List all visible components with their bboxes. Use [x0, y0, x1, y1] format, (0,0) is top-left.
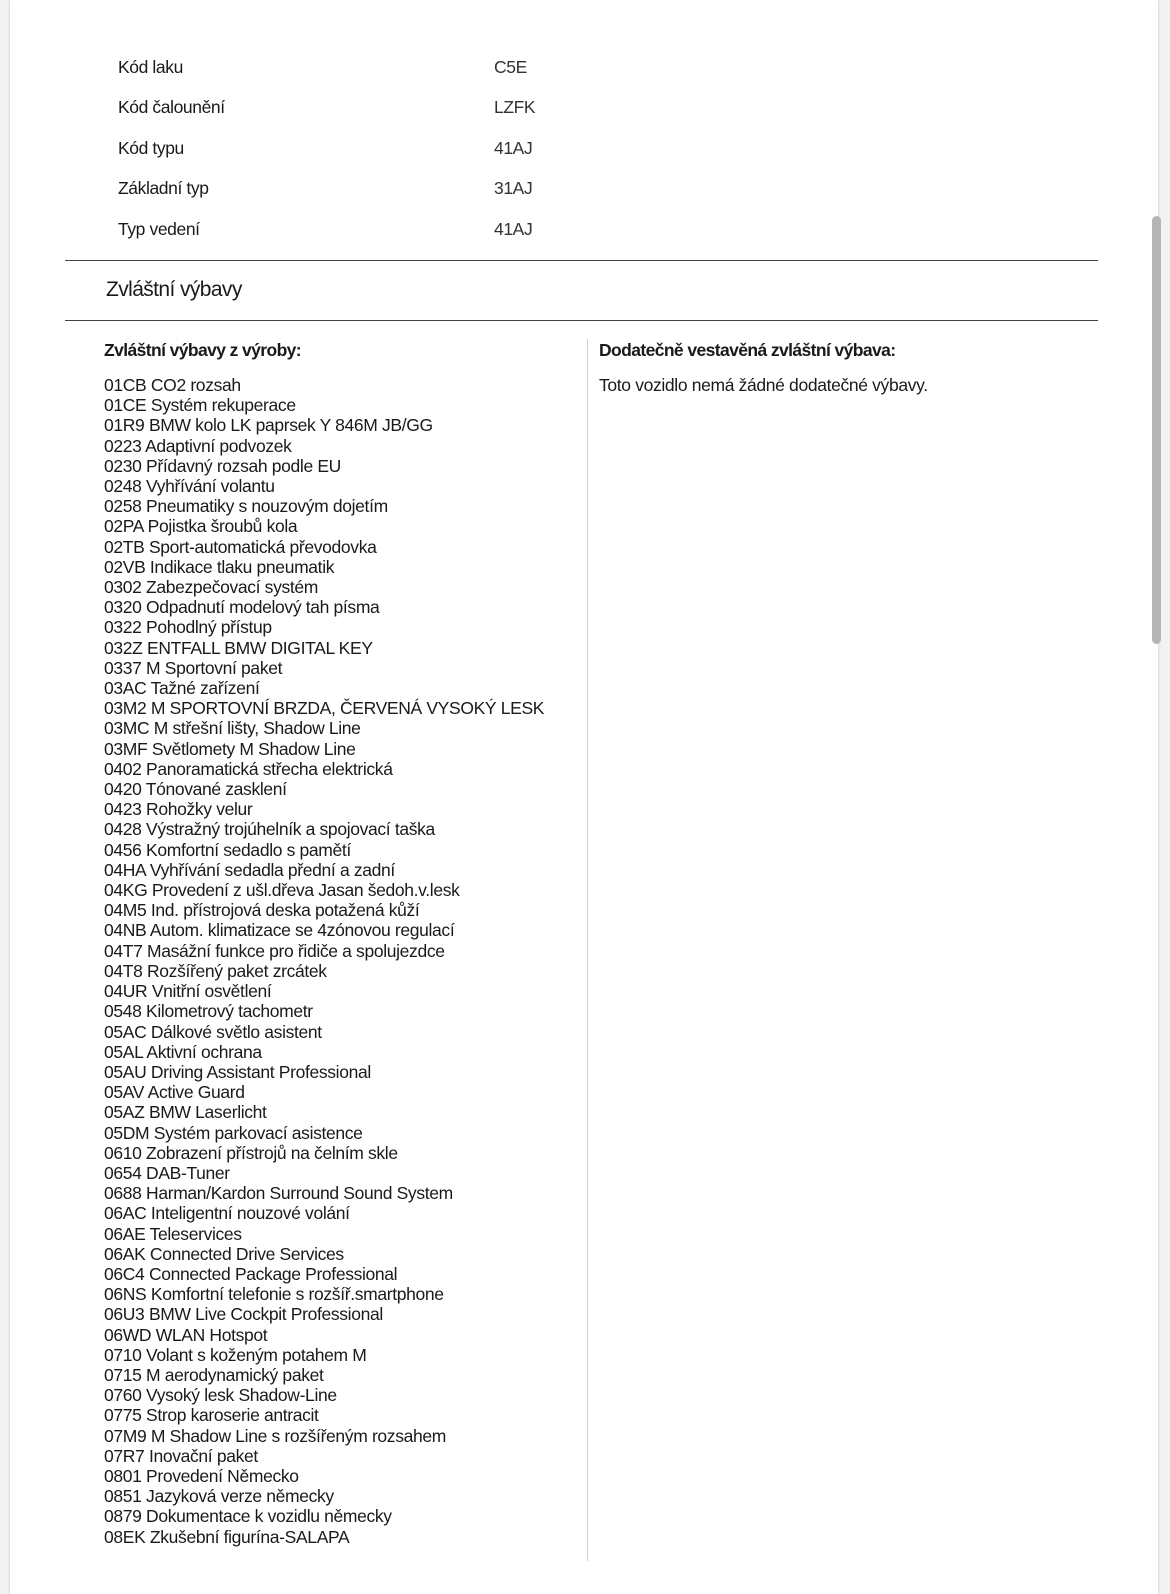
factory-options-column: [104, 340, 584, 1547]
vehicle-codes-table: [118, 47, 678, 250]
factory-option-item: 05AZ BMW Laserlicht: [104, 1102, 267, 1123]
factory-option-item: 06WD WLAN Hotspot: [104, 1324, 268, 1345]
factory-options-heading: Zvláštní výbavy z výroby:: [104, 340, 302, 360]
factory-option-item: 06AK Connected Drive Services: [104, 1243, 344, 1264]
factory-option-item: 0610 Zobrazení přístrojů na čelním skle: [104, 1142, 398, 1163]
factory-option-item: 0654 DAB-Tuner: [104, 1162, 230, 1183]
factory-option-item: 0258 Pneumatiky s nouzovým dojetím: [104, 496, 388, 517]
factory-option-item: 05AL Aktivní ochrana: [104, 1041, 262, 1062]
factory-option-item: 05AU Driving Assistant Professional: [104, 1061, 371, 1082]
factory-option-item: 0428 Výstražný trojúhelník a spojovací taška: [104, 819, 435, 840]
factory-option-item: 0337 M Sportovní paket: [104, 657, 283, 678]
factory-option-item: 06U3 BMW Live Cockpit Professional: [104, 1304, 383, 1325]
factory-option-item: 03M2 M SPORTOVNÍ BRZDA, ČERVENÁ VYSOKÝ LESK: [104, 698, 545, 719]
factory-option-item: 05AC Dálkové světlo asistent: [104, 1021, 322, 1042]
factory-option-item: 0320 Odpadnutí modelový tah písma: [104, 597, 380, 618]
factory-option-item: 0548 Kilometrový tachometr: [104, 1001, 313, 1022]
factory-option-item: 0423 Rohožky velur: [104, 799, 253, 820]
factory-option-item: 01CB CO2 rozsah: [104, 375, 241, 395]
factory-option-item: 0230 Přídavný rozsah podle EU: [104, 455, 341, 476]
factory-option-item: 032Z ENTFALL BMW DIGITAL KEY: [104, 637, 373, 658]
factory-option-item: 0402 Panoramatická střecha elektrická: [104, 758, 393, 779]
factory-option-item: 0456 Komfortní sedadlo s pamětí: [104, 839, 351, 860]
factory-option-item: 0710 Volant s koženým potahem M: [104, 1344, 367, 1365]
factory-option-item: 0760 Vysoký lesk Shadow-Line: [104, 1385, 337, 1406]
factory-option-item: 04T7 Masážní funkce pro řidiče a spolujezdce: [104, 940, 445, 961]
factory-option-item: 0248 Vyhřívání volantu: [104, 476, 275, 497]
vehicle-code-label: Kód laku: [118, 56, 183, 77]
retrofit-options-note: Toto vozidlo nemá žádné dodatečné výbavy.: [599, 375, 928, 395]
factory-option-item: 02TB Sport-automatická převodovka: [104, 536, 377, 557]
vehicle-code-value: C5E: [494, 56, 527, 77]
factory-option-item: 06AC Inteligentní nouzové volání: [104, 1203, 350, 1224]
factory-option-item: 01CE Systém rekuperace: [104, 395, 296, 416]
factory-option-item: 03MF Světlomety M Shadow Line: [104, 738, 356, 759]
vehicle-code-value: 41AJ: [494, 137, 533, 158]
vehicle-code-row: [118, 169, 678, 210]
factory-option-item: 02VB Indikace tlaku pneumatik: [104, 556, 335, 577]
factory-option-item: 07R7 Inovační paket: [104, 1445, 258, 1466]
factory-option-item: 04KG Provedení z ušl.dřeva Jasan šedoh.v.lesk: [104, 880, 460, 901]
factory-option-item: 0801 Provedení Německo: [104, 1465, 299, 1486]
vehicle-code-row: [118, 88, 678, 129]
factory-option-item: 0322 Pohodlný přístup: [104, 617, 272, 638]
section-title: Zvláštní výbavy: [106, 278, 242, 301]
retrofit-options-heading: Dodatečně vestavěná zvláštní výbava:: [599, 340, 896, 360]
factory-option-item: 08EK Zkušební figurína-SALAPA: [104, 1526, 350, 1547]
factory-option-item: 06AE Teleservices: [104, 1223, 242, 1244]
factory-option-item: 06C4 Connected Package Professional: [104, 1263, 398, 1284]
factory-option-item: 04UR Vnitřní osvětlení: [104, 981, 272, 1002]
factory-option-item: 06NS Komfortní telefonie s rozšíř.smartphone: [104, 1284, 444, 1305]
divider: [65, 260, 1098, 261]
factory-option-item: 04HA Vyhřívání sedadla přední a zadní: [104, 859, 395, 880]
factory-option-item: 07M9 M Shadow Line s rozšířeným rozsahem: [104, 1425, 446, 1446]
factory-option-item: 0223 Adaptivní podvozek: [104, 435, 292, 456]
factory-option-item: 05AV Active Guard: [104, 1082, 245, 1103]
vehicle-code-row: [118, 47, 678, 88]
factory-option-item: 04M5 Ind. přístrojová deska potažená kůží: [104, 900, 420, 921]
vehicle-code-value: LZFK: [494, 97, 536, 118]
vehicle-code-label: Kód typu: [118, 137, 184, 158]
retrofit-options-column: [599, 340, 1099, 396]
factory-option-item: 0302 Zabezpečovací systém: [104, 577, 319, 598]
vehicle-code-row: [118, 128, 678, 169]
factory-option-item: 0879 Dokumentace k vozidlu německy: [104, 1506, 392, 1527]
factory-options-list: [104, 375, 584, 1547]
factory-option-item: 04NB Autom. klimatizace se 4zónovou regulací: [104, 920, 455, 941]
vehicle-code-row: [118, 209, 678, 250]
factory-option-item: 0851 Jazyková verze německy: [104, 1486, 334, 1507]
column-divider: [587, 339, 588, 1561]
vehicle-code-label: Typ vedení: [118, 218, 200, 239]
factory-option-item: 0715 M aerodynamický paket: [104, 1364, 324, 1385]
document-page: [10, 0, 1158, 1594]
vehicle-code-label: Kód čalounění: [118, 97, 225, 118]
vehicle-code-value: 41AJ: [494, 218, 533, 239]
factory-option-item: 03MC M střešní lišty, Shadow Line: [104, 718, 361, 739]
factory-option-item: 0420 Tónované zasklení: [104, 779, 287, 800]
factory-option-item: 0688 Harman/Kardon Surround Sound System: [104, 1183, 453, 1204]
factory-option-item: 0775 Strop karoserie antracit: [104, 1405, 319, 1426]
scrollbar-thumb[interactable]: [1152, 216, 1161, 644]
factory-option-item: 05DM Systém parkovací asistence: [104, 1122, 363, 1143]
factory-option-item: 01R9 BMW kolo LK paprsek Y 846M JB/GG: [104, 415, 433, 436]
factory-option-item: 04T8 Rozšířený paket zrcátek: [104, 960, 327, 981]
divider: [65, 320, 1098, 321]
factory-option-item: 03AC Tažné zařízení: [104, 678, 260, 699]
vehicle-code-label: Základní typ: [118, 178, 209, 199]
factory-option-item: 02PA Pojistka šroubů kola: [104, 516, 298, 537]
vehicle-code-value: 31AJ: [494, 178, 533, 199]
